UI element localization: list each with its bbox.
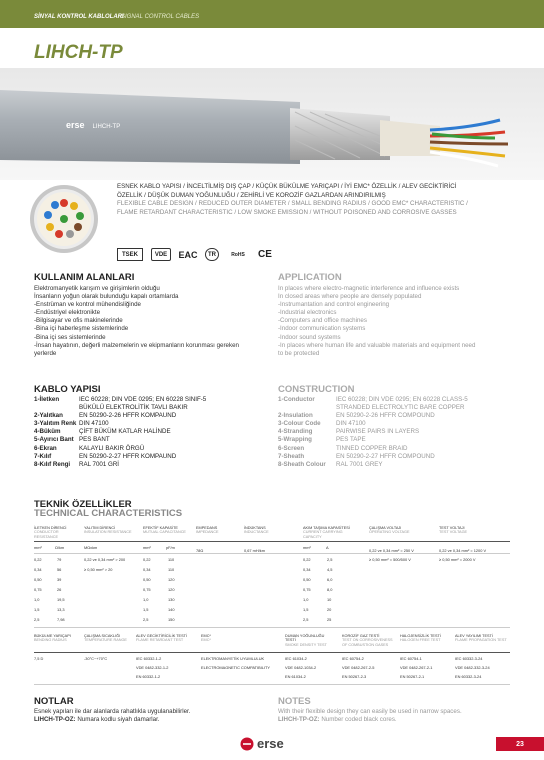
col-header-tr: DUMAN YOĞUNLUĞU TESTİ — [285, 634, 325, 643]
notes-title-tr: NOTLAR — [34, 696, 74, 707]
usage-en-item: -Industrial electronics — [278, 309, 337, 317]
cross-section: 0,22 — [34, 557, 42, 562]
structure-key: 7-Kılıf — [34, 452, 52, 460]
col-header — [400, 634, 450, 643]
structure-value: KALAYLI BAKIR ÖRGÜ — [79, 444, 145, 452]
insulation: 0,22 ve 0,34 mm² > 200 — [84, 557, 126, 562]
features-en-1: FLEXIBLE CABLE DESIGN / REDUCED OUTER DIAMETER / SMALL BENDING RADIUS / GOOD EMC* CHARACTERISTIC / — [117, 200, 468, 208]
structure-row — [34, 420, 274, 428]
smoke-density: VDE 0482-1034-2 — [285, 665, 317, 670]
structure-value: BÜKÜLÜ ELEKTROLİTİK TAVLI BAKIR — [79, 404, 188, 412]
col-header-en: FLAME PROPAGATION TEST — [455, 638, 507, 643]
col-header-tr: TEST VOLTAJI — [439, 526, 465, 530]
usage-en-item: -Computers and office machines — [278, 317, 367, 325]
current: 20 — [327, 607, 332, 612]
col-header — [244, 526, 288, 535]
note-value: Number coded black cores. — [319, 716, 397, 724]
structure-row — [278, 420, 518, 428]
cross-section: 1,5 — [303, 607, 309, 612]
emc: ELECTROMAGNETIC COMPATIBILITY — [201, 665, 271, 670]
table-rule — [34, 652, 510, 653]
technical-title-tr: TEKNİK ÖZELLİKLER — [34, 499, 132, 510]
col-header — [34, 526, 78, 539]
tsek-logo: TSEK — [117, 248, 143, 261]
cross-section: 0,22 — [303, 557, 311, 562]
insulation: ≥ 0,50 mm² > 20 — [84, 567, 113, 572]
structure-value: DIN 47100 — [79, 420, 109, 428]
category-tr: SİNYAL KONTROL KABLOLARI — [34, 14, 124, 20]
flame-retardant: IEC 60332-1-2 — [136, 656, 162, 661]
bending-radius: 7,5 D — [34, 656, 44, 661]
structure-key — [278, 404, 336, 412]
structure-value: ÇİFT BÜKÜM KATLAR HALİNDE — [79, 428, 171, 436]
category-en: SIGNAL CONTROL CABLES — [121, 14, 200, 20]
usage-en-item: In closed areas where people are densely populated — [278, 293, 422, 301]
usage-tr-item: İnsanların yoğun olarak bulunduğu kapalı ortamlarda — [34, 293, 179, 301]
cross-section: 1,0 — [143, 597, 149, 602]
halogen-free: VDE 0482-267-2-1 — [400, 665, 433, 670]
usage-title-en: APPLICATION — [278, 272, 342, 283]
structure-list-en — [278, 396, 518, 469]
structure-value: DIN 47100 — [336, 420, 366, 428]
structure-key: 7-Sheath — [278, 452, 305, 460]
col-header-en: IMPEDANCE — [196, 530, 219, 535]
col-header-tr: İNDÜKTANS — [244, 526, 266, 530]
col-header-tr: ÇALIŞMA VOLTAJI — [369, 526, 402, 530]
structure-row — [34, 445, 274, 453]
col-header-tr: AKIM TAŞIMA KAPASİTESİ — [303, 526, 350, 530]
usage-en-item: -Indoor communication systems — [278, 325, 366, 333]
structure-value: STRANDED ELECTROLYTIC BARE COPPER — [336, 404, 465, 412]
col-header — [84, 634, 134, 643]
erse-mark-icon — [240, 737, 254, 751]
page-number: 23 — [496, 737, 544, 751]
col-header-tr: EMPEDANS — [196, 526, 218, 530]
col-header-tr: KOROZİF GAZ TESTİ — [342, 634, 380, 638]
cross-section-image — [28, 183, 100, 255]
capacitance: 120 — [168, 587, 175, 592]
test-voltage: 0,22 ve 0,34 mm² = 1200 V — [439, 548, 487, 553]
current: 6,0 — [327, 577, 333, 582]
col-header-tr: ALEV GECİKTİRİCİLİK TESTİ — [136, 634, 187, 638]
structure-row — [278, 436, 518, 444]
usage-tr-item: -Endüstriyel elektronikte — [34, 309, 101, 317]
table-rule — [34, 627, 510, 628]
col-header — [303, 526, 361, 539]
col-header-tr: BÜKÜLME YARIÇAPI — [34, 634, 71, 638]
capacitance: 110 — [168, 567, 175, 572]
ce-logo: CE — [258, 249, 272, 260]
usage-en-item: -Indoor sound systems — [278, 333, 341, 341]
cross-section: 2,5 — [303, 617, 309, 622]
col-header-en: CURRENT CARRYING CAPACITY — [303, 530, 343, 539]
col-header-en: MUTUAL CAPACITANCE — [143, 530, 186, 535]
structure-list-tr — [34, 396, 274, 469]
col-header-tr: İLETKEN DİRENCİ — [34, 526, 67, 530]
flame-retardant: VDE 0482-332-1-2 — [136, 665, 169, 670]
technical-title-en: TECHNICAL CHARACTERISTICS — [34, 508, 183, 519]
cross-section: 0,75 — [34, 587, 42, 592]
col-header-en: TEST ON CORROSIVENESS OF COMBUSTION GASES — [342, 638, 393, 647]
resistance: 7,98 — [57, 617, 65, 622]
current: 8,0 — [327, 587, 333, 592]
structure-value: EN 50290-2-27 HFFR KOMPAUND — [79, 452, 177, 460]
flame-propagation: EN 60332-3-24 — [455, 674, 482, 679]
structure-key: 6-Ekran — [34, 444, 57, 452]
col-header — [196, 526, 240, 535]
usage-en-item: In places where electro-magnetic interference and influence exists — [278, 285, 460, 292]
structure-row — [34, 396, 274, 404]
resistance: 56 — [57, 567, 62, 572]
structure-row — [278, 404, 518, 412]
note-line — [34, 716, 269, 724]
cross-section: 1,5 — [34, 607, 40, 612]
structure-value: RAL 7001 GREY — [336, 460, 383, 468]
col-header-en: INSULATION RESISTANCE — [84, 530, 132, 535]
unit-mm2: mm² — [143, 545, 151, 550]
structure-value: IEC 60228; DIN VDE 0295; EN 60228 CLASS-5 — [336, 396, 468, 403]
eac-logo: EAC — [178, 249, 198, 260]
usage-tr-item: yerlerde — [34, 349, 57, 357]
unit-mm2: mm² — [303, 545, 311, 550]
note-key: LIHCH-TP-OZ: — [278, 716, 320, 724]
resistance: 19,5 — [57, 597, 65, 602]
notes-text-tr — [34, 708, 269, 725]
cross-section: 0,34 — [303, 567, 311, 572]
col-header-en: HALOGEN FREE TEST — [400, 638, 441, 643]
structure-key: 3-Colour Code — [278, 420, 321, 428]
structure-key: 8-Kılıf Rengi — [34, 460, 71, 468]
structure-value: EN 50290-2-27 HFFR COMPOUND — [336, 452, 435, 460]
col-header-tr: EMC* — [201, 634, 211, 638]
corrosive-gas: VDE 0482-267-2-5 — [342, 665, 375, 670]
col-header — [455, 634, 513, 643]
usage-tr-item: -İnsan hayatının, değerli malzemelerin ve ekipmanların korunması gereken — [34, 341, 239, 349]
structure-row — [278, 412, 518, 420]
col-header — [136, 634, 198, 643]
vde-logo: VDE — [151, 248, 171, 261]
structure-value: EN 50290-2-26 HFFR KOMPAUND — [79, 412, 177, 420]
structure-row — [278, 445, 518, 453]
tr-logo: TR — [205, 248, 219, 261]
structure-value: PAIRWISE PAIRS IN LAYERS — [336, 428, 420, 436]
halogen-free: IEC 60754-1 — [400, 656, 422, 661]
structure-value: PES TAPE — [336, 436, 366, 444]
capacitance: 120 — [168, 577, 175, 582]
structure-value: EN 50290-2-26 HFFR COMPOUND — [336, 412, 435, 420]
col-header-en: TEST VOLTAGE — [439, 530, 468, 535]
structure-value: PES BANT — [79, 436, 110, 444]
features-tr-2: ÖZELLİK / DÜŞÜK DUMAN YOĞUNLUĞU / ZEHİRLİ VE KOROZİF GAZLARDAN ARINDIRILMIŞ — [117, 191, 386, 199]
usage-tr-item: -Bilgisayar ve ofis makinelerinde — [34, 317, 123, 325]
col-header-tr: YALITIM DİRENCİ — [84, 526, 116, 530]
erse-logo: erse — [66, 120, 85, 130]
structure-key: 4-Stranding — [278, 428, 313, 436]
cross-section: 1,0 — [303, 597, 309, 602]
structure-key: 5-Wrapping — [278, 436, 312, 444]
resistance: 39 — [57, 577, 62, 582]
test-voltage: ≥ 0,50 mm² = 2000 V — [439, 557, 476, 562]
col-header-en: TEMPERATURE RANGE — [84, 638, 127, 643]
col-header — [34, 634, 80, 643]
cable-print-text: LIHCH-TP — [92, 124, 121, 130]
cross-section: 0,75 — [143, 587, 151, 592]
cert-logos — [117, 248, 273, 262]
col-header-en: INDUCTANCE — [244, 530, 269, 535]
usage-en-item: to be protected — [278, 349, 320, 357]
cross-section: 0,34 — [143, 567, 151, 572]
structure-row — [278, 428, 518, 436]
structure-row — [34, 428, 274, 436]
capacitance: 140 — [168, 607, 175, 612]
corrosive-gas: EN 50267-2-3 — [342, 674, 367, 679]
cross-section: 0,22 — [143, 557, 151, 562]
usage-en-item: -In places where human life and valuable materials and equipment need — [278, 341, 476, 349]
cross-section: 0,50 — [143, 577, 151, 582]
note-value: Numara kodlu siyah damarlar. — [75, 716, 160, 724]
structure-key: 2-Insulation — [278, 412, 313, 420]
cross-section: 0,50 — [303, 577, 311, 582]
structure-value: TINNED COPPER BRAID — [336, 444, 408, 452]
note-key: LIHCH-TP-OZ: — [34, 716, 76, 724]
note-line — [278, 716, 518, 724]
structure-key: 8-Sheath Colour — [278, 460, 326, 468]
unit-mohmkm: MΩxkm — [84, 545, 98, 550]
corrosive-gas: IEC 60754-2 — [342, 656, 364, 661]
temperature-range: -30°C~+70°C — [84, 656, 108, 661]
features-tr-1: ESNEK KABLO YAPISI / İNCELTİLMİŞ DIŞ ÇAP / KÜÇÜK BÜKÜLME YARIÇAPI / İYİ EMC* ÖZELLİK / ALEV GECİKTİRİCİ — [117, 183, 457, 190]
structure-key: 3-Yalıtım Renk — [34, 420, 77, 428]
notes-title-en: NOTES — [278, 696, 311, 707]
features — [117, 183, 517, 217]
unit-mm2: mm² — [34, 545, 42, 550]
flame-propagation: VDE 0482-332-3-24 — [455, 665, 490, 670]
structure-row — [278, 396, 518, 404]
resistance: 26 — [57, 587, 62, 592]
col-header-en: EMC* — [201, 638, 211, 643]
current: 10 — [327, 597, 332, 602]
capacitance: 150 — [168, 617, 175, 622]
col-header — [439, 526, 489, 535]
features-en-2: FLAME RETARDANT CHARACTERISTIC / LOW SMOKE EMISSION / WITHOUT POISONED AND CORROSIVE GASSES — [117, 208, 457, 216]
col-header-tr: HALOJENSİZLİK TESTİ — [400, 634, 441, 638]
table-rule — [34, 553, 510, 554]
structure-key: 4-Büküm — [34, 428, 61, 436]
note-line: With their flexible design they can easily be used in narrow spaces. — [278, 708, 462, 715]
capacitance: 130 — [168, 597, 175, 602]
usage-tr-item: Elektromanyetik karışım ve girişimlerin olduğu — [34, 285, 160, 292]
cross-section: 0,75 — [303, 587, 311, 592]
structure-row — [34, 461, 274, 469]
halogen-free: EN 50267-2-1 — [400, 674, 425, 679]
structure-title-en: CONSTRUCTION — [278, 384, 355, 395]
cross-section: 1,5 — [143, 607, 149, 612]
header-bar — [0, 0, 544, 28]
usage-list-en — [278, 285, 518, 358]
structure-row — [34, 436, 274, 444]
col-header — [369, 526, 419, 535]
smoke-density: IEC 61034-2 — [285, 656, 307, 661]
structure-title-tr: KABLO YAPISI — [34, 384, 101, 395]
cross-section: 0,34 — [34, 567, 42, 572]
structure-key: 1-İletken — [34, 396, 60, 403]
notes-text-en — [278, 708, 518, 725]
usage-tr-item: -Bina içi ses sistemlerinde — [34, 333, 106, 341]
usage-tr-item: -Bina içi haberleşme sistemlerinde — [34, 325, 129, 333]
structure-key: 1-Conductor — [278, 396, 315, 403]
col-header-en: SMOKE DENSITY TEST — [285, 642, 327, 647]
table-rule — [34, 541, 510, 542]
col-header — [84, 526, 134, 535]
current: 25 — [327, 617, 332, 622]
op-voltage: 0,22 ve 0,34 mm² = 250 V — [369, 548, 414, 553]
flame-propagation: IEC 60332-3-24 — [455, 656, 483, 661]
footer-brand: erse — [257, 736, 284, 751]
note-line: Esnek yapıları ile dar alanlarda rahatlıkla uygulanabilirler. — [34, 708, 191, 715]
structure-row — [34, 453, 274, 461]
usage-list-tr — [34, 285, 269, 358]
table-rule — [34, 684, 510, 685]
unit-ohmkm: Ω/km — [55, 545, 65, 550]
structure-key: 2-Yalıtkan — [34, 412, 63, 420]
col-header-en: FLAME RETARDANT TEST — [136, 638, 184, 643]
cross-section: 1,0 — [34, 597, 40, 602]
col-header — [342, 634, 398, 647]
resistance: 79 — [57, 557, 62, 562]
page-title: LIHCH-TP — [34, 42, 123, 63]
col-header-tr: ALEV YAYILIMI TESTİ — [455, 634, 493, 638]
usage-title-tr: KULLANIM ALANLARI — [34, 272, 135, 283]
col-header — [285, 634, 335, 647]
col-header-tr: ÇALIŞMA SICAKLIĞI — [84, 634, 121, 638]
rohs-logo: RoHS — [231, 251, 245, 258]
impedance: 78Ω — [196, 548, 204, 553]
col-header-tr: EFEKTİF KAPASİTE — [143, 526, 178, 530]
col-header — [143, 526, 193, 535]
emc: ELEKTROMANYETİK UYUMLULUK — [201, 656, 265, 661]
footer-logo — [240, 736, 284, 751]
structure-value: IEC 60228; DIN VDE 0295; EN 60228 SINIF-5 — [79, 396, 207, 403]
resistance: 13,3 — [57, 607, 65, 612]
cross-section: 2,5 — [143, 617, 149, 622]
usage-en-item: -Instrumantation and control engineering — [278, 301, 390, 309]
flame-retardant: EN 60332-1-2 — [136, 674, 161, 679]
structure-key: 6-Screen — [278, 444, 305, 452]
smoke-density: EN 61034-2 — [285, 674, 306, 679]
col-header-en: BENDING RADIUS — [34, 638, 67, 643]
col-header-en: OPERATING VOLTAGE — [369, 530, 410, 535]
structure-key: 5-Ayırıcı Bant — [34, 436, 74, 444]
inductance: 0,67 mH/km — [244, 548, 265, 553]
unit-a: A — [326, 545, 329, 550]
unit-pfm: pF/m — [166, 545, 175, 550]
current: 2,5 — [327, 557, 333, 562]
structure-row — [34, 412, 274, 420]
capacitance: 110 — [168, 557, 175, 562]
cable-print — [66, 120, 120, 130]
cross-section: 2,5 — [34, 617, 40, 622]
op-voltage: ≥ 0,50 mm² = 500/500 V — [369, 557, 411, 562]
structure-value: RAL 7001 GRİ — [79, 460, 120, 468]
structure-key — [34, 404, 79, 412]
structure-row — [278, 461, 518, 469]
col-header — [201, 634, 241, 643]
cross-section: 0,50 — [34, 577, 42, 582]
col-header-en: CONDUCTOR RESISTANCE — [34, 530, 59, 539]
structure-row — [34, 404, 274, 412]
current: 4,5 — [327, 567, 333, 572]
usage-tr-item: -Enstrüman ve kontrol mühendisliğinde — [34, 301, 141, 309]
technical-title — [34, 500, 182, 518]
structure-row — [278, 453, 518, 461]
